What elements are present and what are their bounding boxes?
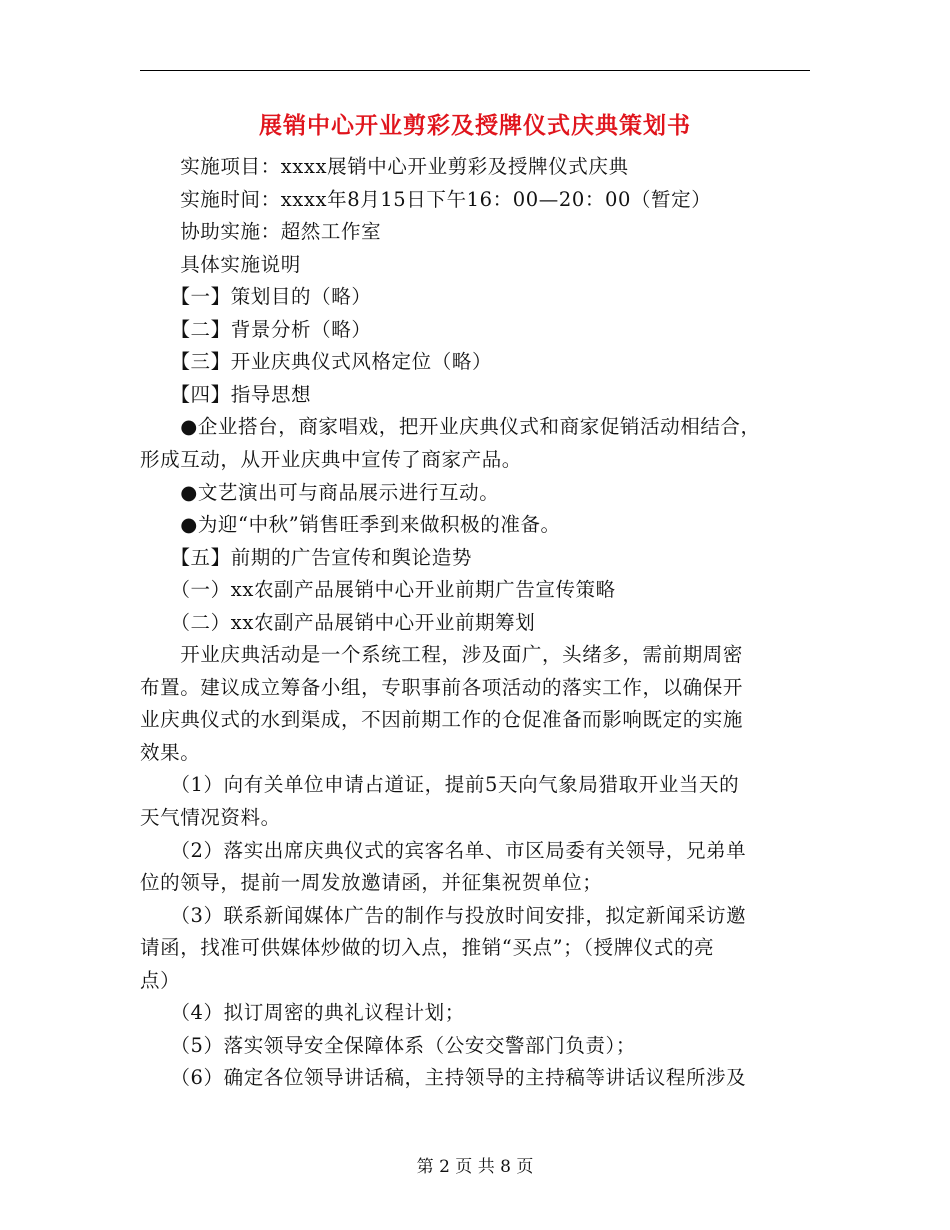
body-line: 实施时间：xxxx年8月15日下午16：00—20：00（暂定） [140, 188, 712, 211]
body-line: 实施项目：xxxx展销中心开业剪彩及授牌仪式庆典 [140, 155, 629, 178]
body-line: 【一】策划目的（略） [140, 285, 372, 308]
body-line: 天气情况资料。 [140, 806, 281, 829]
body-line: ●为迎“中秋”销售旺季到来做积极的准备。 [140, 513, 561, 536]
body-line: （一）xx农副产品展销中心开业前期广告宣传策略 [140, 578, 616, 601]
body-line: 效果。 [140, 741, 201, 764]
body-line: 【二】背景分析（略） [140, 318, 372, 341]
body-line: 【五】前期的广告宣传和舆论造势 [140, 546, 472, 569]
body-line: （3）联系新闻媒体广告的制作与投放时间安排，拟定新闻采访邀 [140, 904, 747, 927]
body-line: 【三】开业庆典仪式风格定位（略） [140, 350, 493, 373]
document-title: 展销中心开业剪彩及授牌仪式庆典策划书 [259, 112, 691, 139]
body-line: ●文艺演出可与商品展示进行互动。 [140, 481, 500, 504]
body-line: 【四】指导思想 [140, 383, 312, 406]
body-line: 形成互动，从开业庆典中宣传了商家产品。 [140, 448, 522, 471]
body-line: （二）xx农副产品展销中心开业前期筹划 [140, 611, 536, 634]
body-line: 协助实施：超然工作室 [140, 220, 382, 243]
body-line: （2）落实出席庆典仪式的宾客名单、市区局委有关领导，兄弟单 [140, 839, 747, 862]
body-line: 具体实施说明 [140, 253, 301, 276]
body-line: 布置。建议成立筹备小组，专职事前各项活动的落实工作，以确保开 [140, 676, 744, 699]
body-line: （6）确定各位领导讲话稿，主持领导的主持稿等讲话议程所涉及 [140, 1066, 747, 1089]
body-line: 请函，找准可供媒体炒做的切入点，推销“买点”；（授牌仪式的亮 [140, 936, 715, 959]
body-line: 位的领导，提前一周发放邀请函，并征集祝贺单位； [140, 871, 603, 894]
body-line: 开业庆典活动是一个系统工程，涉及面广，头绪多，需前期周密 [140, 643, 744, 666]
body-line: ●企业搭台，商家唱戏，把开业庆典仪式和商家促销活动相结合， [140, 415, 761, 438]
header-rule [140, 70, 810, 71]
body-line: 业庆典仪式的水到渠成，不因前期工作的仓促准备而影响既定的实施 [140, 708, 744, 731]
body-line: 点） [140, 969, 181, 992]
body-line: （5）落实领导安全保障体系（公安交警部门负责）； [140, 1034, 637, 1057]
body-line: （1）向有关单位申请占道证，提前5天向气象局猎取开业当天的 [140, 773, 740, 796]
body-line: （4）拟订周密的典礼议程计划； [140, 1001, 465, 1024]
page-number-footer: 第 2 页 共 8 页 [416, 1157, 534, 1177]
